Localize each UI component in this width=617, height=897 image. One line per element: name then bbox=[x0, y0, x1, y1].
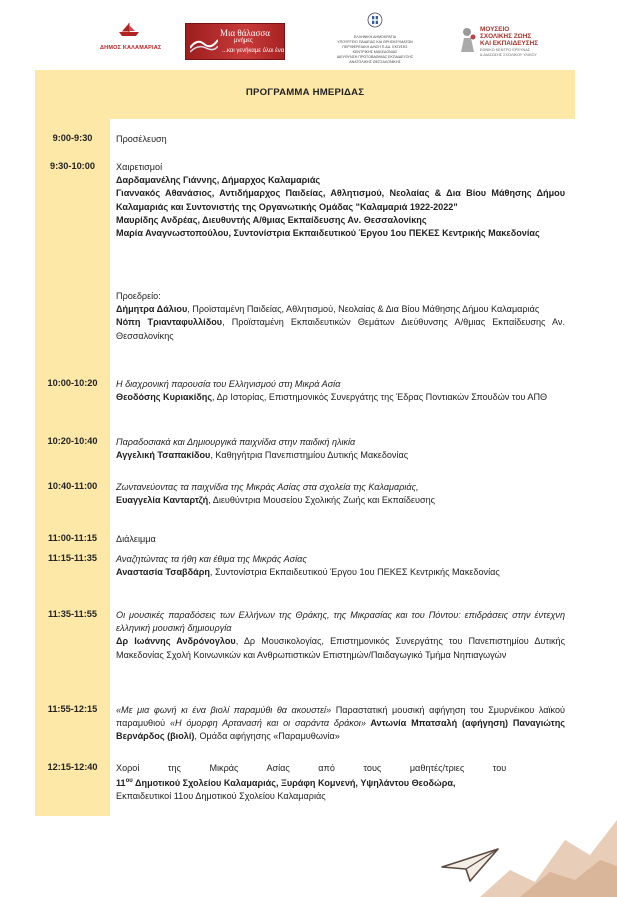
talk-title: Παραδοσιακά και Δημιουργικά παιχνίδια στην παιδική ηλικία bbox=[116, 437, 356, 447]
museum-logo bbox=[458, 24, 578, 58]
content-cell bbox=[110, 603, 575, 698]
mia-thalassa-logo bbox=[185, 23, 285, 60]
ministry-line: ΑΝΑΤΟΛΙΚΗΣ ΘΕΣΣΑΛΟΝΙΚΗΣ bbox=[349, 60, 401, 64]
mountain-decoration bbox=[480, 800, 617, 897]
time-label: 11:00-11:15 bbox=[47, 533, 98, 543]
content-cell bbox=[110, 698, 575, 756]
museum-sub-2: & ΔΙΑΣΩΣΗΣ ΣΧΟΛΙΚΟΥ ΥΛΙΚΟΥ bbox=[480, 53, 537, 57]
schedule-row bbox=[35, 475, 575, 529]
schedule-row bbox=[35, 283, 575, 372]
arrival-text: Προσέλευση bbox=[116, 134, 167, 144]
time-label: 11:15-11:35 bbox=[47, 553, 98, 563]
schedule-row bbox=[35, 119, 575, 155]
schedule-row bbox=[35, 603, 575, 698]
time-label: 9:00-9:30 bbox=[52, 133, 93, 143]
content-cell bbox=[110, 155, 575, 283]
dance-teachers: Εκπαιδευτικοί 11ου Δημοτικού Σχολείου Καλαμαριάς bbox=[116, 791, 326, 802]
program-table bbox=[35, 70, 575, 816]
paper-plane-icon bbox=[440, 845, 500, 885]
ministry-line: ΥΠΟΥΡΓΕΙΟ ΠΑΙΔΕΙΑΣ ΚΑΙ ΘΡΗΣΚΕΥΜΑΤΩΝ bbox=[337, 40, 413, 44]
museum-figure-icon bbox=[458, 26, 478, 54]
schedule-row bbox=[35, 155, 575, 283]
schedule-row bbox=[35, 529, 575, 548]
time-cell bbox=[35, 430, 110, 475]
content-cell bbox=[110, 119, 575, 155]
time-cell bbox=[35, 756, 110, 816]
time-cell bbox=[35, 529, 110, 548]
museum-line-3: ΚΑΙ ΕΚΠΑΙΔΕΥΣΗΣ bbox=[480, 40, 539, 47]
ship-icon bbox=[117, 22, 141, 38]
time-label: 10:40-11:00 bbox=[47, 481, 98, 491]
dimos-kalamarias-logo bbox=[100, 22, 162, 51]
talk-speaker: Αναστασία Τσαβδάρη, Συντονίστρια Εκπαιδευτικού Έργου 1ου ΠΕΚΕΣ Κεντρικής Μακεδονίας bbox=[116, 567, 500, 578]
dimos-label: ΔΗΜΟΣ ΚΑΛΑΜΑΡΙΑΣ bbox=[100, 45, 162, 51]
ministry-line: ΕΛΛΗΝΙΚΗ ΔΗΜΟΚΡΑΤΙΑ bbox=[353, 35, 397, 39]
talk-speaker: Δρ Ιωάννης Ανδρόνογλου, Δρ Μουσικολογίας, Επιστημονικός Συνεργάτης του Πανεπιστημίου Δυτικής Μακεδονίας Σχολή Κοινωνικών και Ανθρωπιστικών Επιστημών/Παιδαγωγικό Τμήμα Νηπιαγωγών bbox=[116, 636, 565, 660]
museum-sub-1: ΕΘΝΙΚΟ ΚΕΝΤΡΟ ΕΡΕΥΝΑΣ bbox=[480, 48, 531, 52]
ministry-logo bbox=[325, 12, 425, 65]
museum-line-2: ΣΧΟΛΙΚΗΣ ΖΩΗΣ bbox=[480, 33, 532, 40]
time-label: 11:55-12:15 bbox=[47, 704, 98, 714]
program-header bbox=[35, 70, 575, 119]
schedule-row bbox=[35, 430, 575, 475]
dance-description: Χοροί της Μικράς Ασίας από τους μαθητές/τριες του bbox=[116, 763, 507, 773]
time-cell bbox=[35, 372, 110, 430]
dance-school: $11^{o\upsilon}$ Δημοτικού Σχολείου Καλαμαριάς, Ξυράφη Κομνενή, Υψηλάντου Θεοδώρα, bbox=[116, 778, 456, 789]
speaker-line: Μαυρίδης Ανδρέας, Διευθυντής Α/θμιας Εκπαίδευσης Αν. Θεσσαλονίκης bbox=[116, 214, 427, 225]
ministry-line: ΔΙΕΥΘΥΝΣΗ ΠΡΩΤΟΒΑΘΜΙΑΣ ΕΚΠΑΙΔΕΥΣΗΣ bbox=[336, 55, 414, 59]
content-cell bbox=[110, 430, 575, 475]
content-cell bbox=[110, 475, 575, 529]
program-title: ΠΡΟΓΡΑΜΜΑ ΗΜΕΡΙΔΑΣ bbox=[245, 87, 365, 98]
content-cell bbox=[110, 529, 575, 548]
talk-speaker: Ευαγγελία Κανταρτζή, Διευθύντρια Μουσείου Σχολικής Ζωής και Εκπαίδευσης bbox=[116, 495, 436, 506]
performance-description: «Με μια φωνή κι ένα βιολί παραμύθι θα ακουστεί» Παραστατική μουσική αφήγηση του Σμυρνέικου λαϊκού παραμυθιού «Η όμορφη Αρτανασή και οι σαράντα δράκοι» Αντωνία Μπατσαλή (αφήγηση) Παναγιώτης Βερνάρδος (βιολί), Ομάδα αφήγησης «Παραμυθωνία» bbox=[116, 705, 566, 742]
time-label: 12:15-12:40 bbox=[47, 762, 98, 772]
time-cell bbox=[35, 475, 110, 529]
time-label: 9:30-10:00 bbox=[50, 161, 95, 171]
talk-title: Οι μουσικές παραδόσεις των Ελλήνων της Θράκης, της Μικρασίας και του Πόντου: επιδράσεις στην έντεχνη ελληνική μουσική δημιουργία bbox=[116, 610, 565, 634]
greetings-label: Χαιρετισμοί bbox=[116, 162, 163, 172]
schedule-row bbox=[35, 548, 575, 603]
greek-emblem-icon bbox=[367, 12, 383, 28]
talk-title: Ζωντανεύοντας τα παιχνίδια της Μικράς Ασίας στα σχολεία της Καλαμαριάς, bbox=[116, 482, 419, 492]
time-cell bbox=[35, 698, 110, 756]
committee-member: Δήμητρα Δάλιου, Προϊσταμένη Παιδείας, Αθλητισμού, Νεολαίας & Δια Βίου Μάθησης Δήμου Καλαμαριάς bbox=[116, 304, 540, 315]
time-cell bbox=[35, 119, 110, 155]
content-cell bbox=[110, 548, 575, 603]
break-text: Διάλειμμα bbox=[116, 534, 156, 544]
logo-strip bbox=[0, 0, 617, 70]
time-label: 11:35-11:55 bbox=[47, 609, 98, 619]
talk-title: Η διαχρονική παρουσία του Ελληνισμού στη Μικρά Ασία bbox=[116, 379, 341, 389]
sea-title: Μια θάλασσα bbox=[220, 28, 270, 38]
speaker-line: Μαρία Αναγνωστοπούλου, Συντονίστρια Εκπαιδευτικού Έργου 1ου ΠΕΚΕΣ Κεντρικής Μακεδονίας bbox=[116, 228, 540, 239]
ministry-line: ΠΕΡΙΦΕΡΕΙΑΚΗ Δ/ΝΣΗ Π.&Δ. ΕΚΠ/ΣΗΣ bbox=[342, 45, 408, 49]
committee-member: Νόπη Τριανταφυλλίδου, Προϊσταμένη Εκπαιδευτικών Θεμάτων Διεύθυνσης Α/θμιας Εκπαίδευσης Αν. Θεσσαλονίκης bbox=[116, 317, 565, 341]
talk-speaker: Αγγελική Τσαπακίδου, Καθηγήτρια Πανεπιστημίου Δυτικής Μακεδονίας bbox=[116, 450, 409, 461]
speaker-line: Δαρδαμανέλης Γιάννης, Δήμαρχος Καλαμαριάς bbox=[116, 175, 321, 186]
wave-icon bbox=[190, 32, 218, 54]
time-cell bbox=[35, 603, 110, 698]
schedule-row bbox=[35, 372, 575, 430]
time-cell bbox=[35, 155, 110, 283]
time-cell bbox=[35, 548, 110, 603]
time-label: 10:20-10:40 bbox=[47, 436, 98, 446]
time-label: 10:00-10:20 bbox=[47, 378, 98, 388]
sea-subtitle-2: ...και γενήκαμε όλοι ένα bbox=[222, 48, 285, 54]
sea-subtitle-1: μνήμες bbox=[234, 38, 253, 44]
ministry-line: ΚΕΝΤΡΙΚΗΣ ΜΑΚΕΔΟΝΙΑΣ bbox=[352, 50, 398, 54]
content-cell bbox=[110, 283, 575, 372]
schedule-row bbox=[35, 698, 575, 756]
talk-speaker: Θεοδόσης Κυριακίδης, Δρ Ιστορίας, Επιστημονικός Συνεργάτης της Έδρας Ποντιακών Σπουδών του ΑΠΘ bbox=[116, 392, 548, 403]
committee-label: Προεδρείο: bbox=[116, 291, 161, 301]
talk-title: Αναζητώντας τα ήθη και έθιμα της Μικράς Ασίας bbox=[116, 554, 307, 564]
museum-line-1: ΜΟΥΣΕΙΟ bbox=[480, 26, 510, 33]
speaker-line: Γιαννακός Αθανάσιος, Αντιδήμαρχος Παιδείας, Αθλητισμού, Νεολαίας & Δια Βίου Μάθησης Δήμου Καλαμαριάς και Συντονιστής της Οργανωτικής Ομάδας "Καλαμαριά 1922-2022" bbox=[116, 188, 565, 212]
time-cell bbox=[35, 283, 110, 372]
content-cell bbox=[110, 372, 575, 430]
